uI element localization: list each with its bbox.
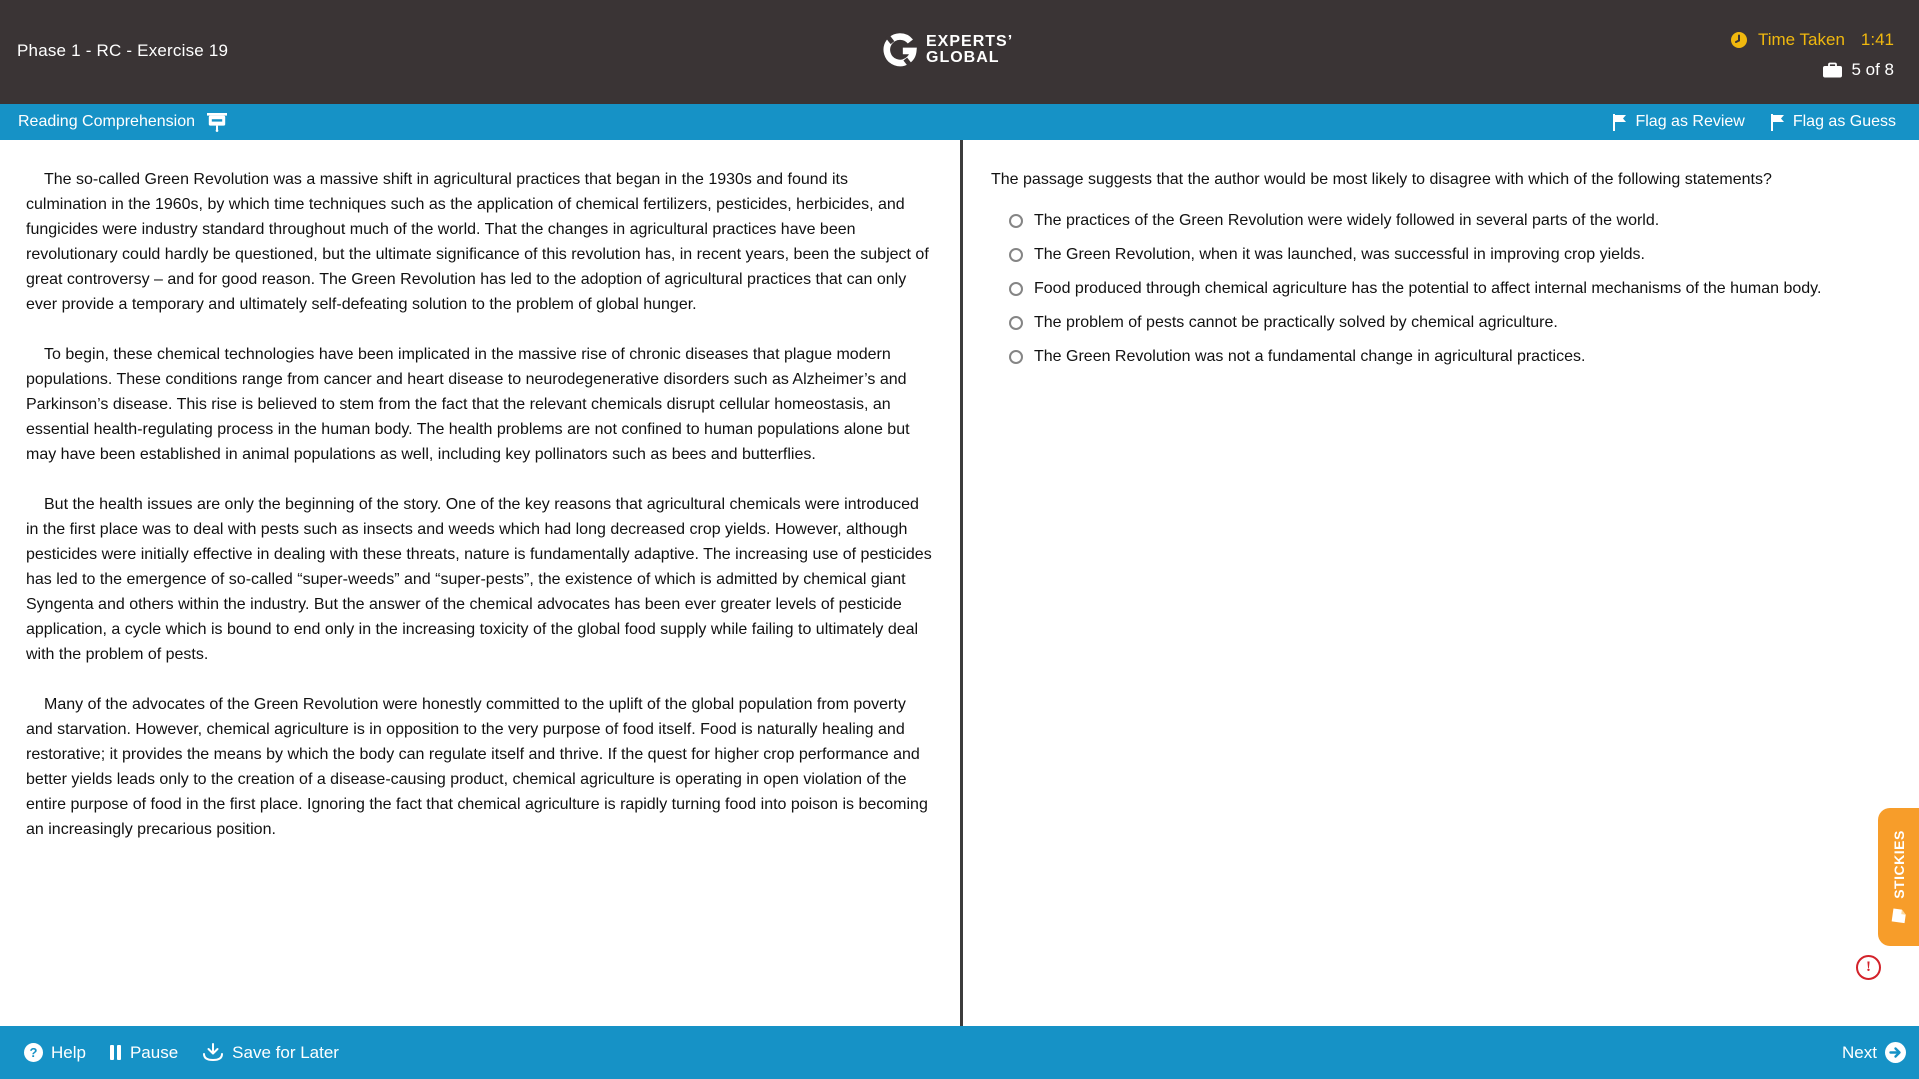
- stickies-tab[interactable]: [1878, 808, 1919, 946]
- answer-option-a[interactable]: [991, 204, 1881, 238]
- passage-paragraph: The so-called Green Revolution was a massive shift in agricultural practices that began in the 1930s and found its culmination in the 1960s, by which time techniques such as the application of chemical fertilizers, pesticides, herbicides, and fungicides were industry standard throughout much of the world. That the changes in agricultural practices have been revolutionary could hardly be questioned, but the ultimate significance of this revolution has, in recent years, been the subject of great controversy – and for good reason. The Green Revolution has led to the adoption of agricultural practices that can only ever provide a temporary and ultimately self-defeating solution to the problem of global hunger.: [26, 171, 929, 313]
- footer-bar: [0, 1026, 1919, 1079]
- time-taken-label: Time Taken: [1757, 30, 1845, 49]
- logo-text: [926, 34, 1013, 66]
- radio-button[interactable]: [1009, 350, 1023, 364]
- answer-option-e[interactable]: [991, 340, 1881, 374]
- experts-global-logo-icon: [883, 33, 917, 67]
- question-progress: [1822, 60, 1894, 80]
- option-label: The practices of the Green Revolution were widely followed in several parts of the world.: [1034, 212, 1660, 229]
- flag-icon: [1771, 114, 1785, 131]
- main-content: [0, 140, 1919, 1026]
- save-for-later-button[interactable]: [202, 1043, 339, 1063]
- option-label: The Green Revolution, when it was launched, was successful in improving crop yields.: [1034, 246, 1645, 263]
- save-for-later-label: Save for Later: [232, 1042, 339, 1062]
- app-header: [0, 0, 1919, 104]
- radio-button[interactable]: [1009, 316, 1023, 330]
- option-label: The problem of pests cannot be practically solved by chemical agriculture.: [1034, 314, 1558, 331]
- pause-icon: [110, 1045, 122, 1060]
- logo-line1: EXPERTS’: [926, 33, 1014, 50]
- flag-as-review-label: Flag as Review: [1635, 113, 1745, 130]
- section-bar: [0, 104, 1919, 140]
- progress-text: 5 of 8: [1851, 60, 1894, 79]
- flag-buttons: [1613, 113, 1896, 131]
- briefcase-icon: [1822, 62, 1843, 78]
- section-title-group: [18, 113, 227, 132]
- passage-paragraph: To begin, these chemical technologies have been implicated in the massive rise of chronic diseases that plague modern populations. These conditions range from cancer and heart disease to neurodegenerative disorders such as Alzheimer’s and Parkinson’s disease. This rise is believed to stem from the fact that the relevant chemicals disrupt cellular homeostasis, an essential health-regulating process in the human body. The health problems are not confined to human populations alone but may have been established in animal populations as well, including key pollinators such as bees and butterflies.: [26, 346, 910, 463]
- answer-option-d[interactable]: [991, 306, 1881, 340]
- radio-button[interactable]: [1009, 282, 1023, 296]
- arrow-right-circle-icon: [1885, 1042, 1906, 1063]
- next-label: Next: [1842, 1042, 1877, 1062]
- alert-exclamation-icon[interactable]: [1856, 955, 1881, 980]
- header-status: [1731, 30, 1894, 80]
- stickies-label: STICKIES: [1890, 830, 1907, 899]
- radio-button[interactable]: [1009, 214, 1023, 228]
- experts-global-logo: [883, 33, 1013, 67]
- pause-button[interactable]: [110, 1043, 178, 1063]
- time-taken-value: 1:41: [1860, 30, 1894, 49]
- stickies-tab-inner: [1891, 830, 1907, 924]
- answer-options: [991, 204, 1881, 374]
- flag-icon: [1613, 114, 1627, 131]
- radio-button[interactable]: [1009, 248, 1023, 262]
- flag-as-guess-button[interactable]: [1771, 113, 1896, 131]
- flag-as-guess-label: Flag as Guess: [1792, 113, 1896, 130]
- question-panel: [991, 167, 1881, 374]
- pause-label: Pause: [129, 1042, 179, 1062]
- passage-paragraph: But the health issues are only the beginning of the story. One of the key reasons that agricultural chemicals were introduced in the first place was to deal with pests such as insects and weeds which had long decreased crop yields. However, although pesticides were initially effective in dealing with these threats, nature is fundamentally adaptive. The increasing use of pesticides has led to the emergence of so-called “super-weeds” and “super-pests”, the existence of which is admitted by chemical giant Syngenta and others within the industry. But the answer of the chemical advocates has been ever greater levels of pesticide application, a cycle which is bound to end only in the increasing toxicity of the global food supply while failing to ultimately deal with the problem of pests.: [26, 496, 932, 663]
- passage-paragraph: Many of the advocates of the Green Revolution were honestly committed to the uplift of the global population from poverty and starvation. However, chemical agriculture is in opposition to the very purpose of food itself. Food is naturally healing and restorative; it provides the means by which the body can regulate itself and thrive. If the quest for higher crop performance and better yields leads only to the creation of a disease-causing product, chemical agriculture is operating in open violation of the entire purpose of food in the first place. Ignoring the fact that chemical agriculture is rapidly turning food into poison is becoming an increasingly precarious position.: [26, 696, 928, 838]
- download-icon: [202, 1043, 224, 1063]
- answer-option-c[interactable]: [991, 272, 1881, 306]
- question-text: The passage suggests that the author would be most likely to disagree with which of the following statements?: [991, 171, 1772, 188]
- exercise-title: Phase 1 - RC - Exercise 19: [17, 41, 229, 60]
- time-taken: [1731, 30, 1894, 50]
- passage-board-icon[interactable]: [207, 113, 227, 132]
- logo-line2: GLOBAL: [926, 49, 1000, 66]
- help-button[interactable]: [24, 1043, 86, 1063]
- section-title: Reading Comprehension: [18, 113, 195, 130]
- alert-glyph: !: [1866, 959, 1871, 975]
- svg-text:?: ?: [29, 1045, 38, 1060]
- answer-option-b[interactable]: [991, 238, 1881, 272]
- option-label: Food produced through chemical agriculture has the potential to affect internal mechanisms of the human body.: [1034, 280, 1822, 297]
- panel-divider: [960, 140, 963, 1026]
- option-label: The Green Revolution was not a fundamental change in agricultural practices.: [1034, 348, 1586, 365]
- sticky-note-icon: [1891, 908, 1907, 924]
- next-button[interactable]: [1842, 1042, 1906, 1063]
- passage-panel: [26, 167, 932, 842]
- help-icon: [24, 1043, 43, 1062]
- flag-as-review-button[interactable]: [1613, 113, 1744, 131]
- clock-icon: [1731, 32, 1747, 48]
- help-label: Help: [51, 1042, 86, 1062]
